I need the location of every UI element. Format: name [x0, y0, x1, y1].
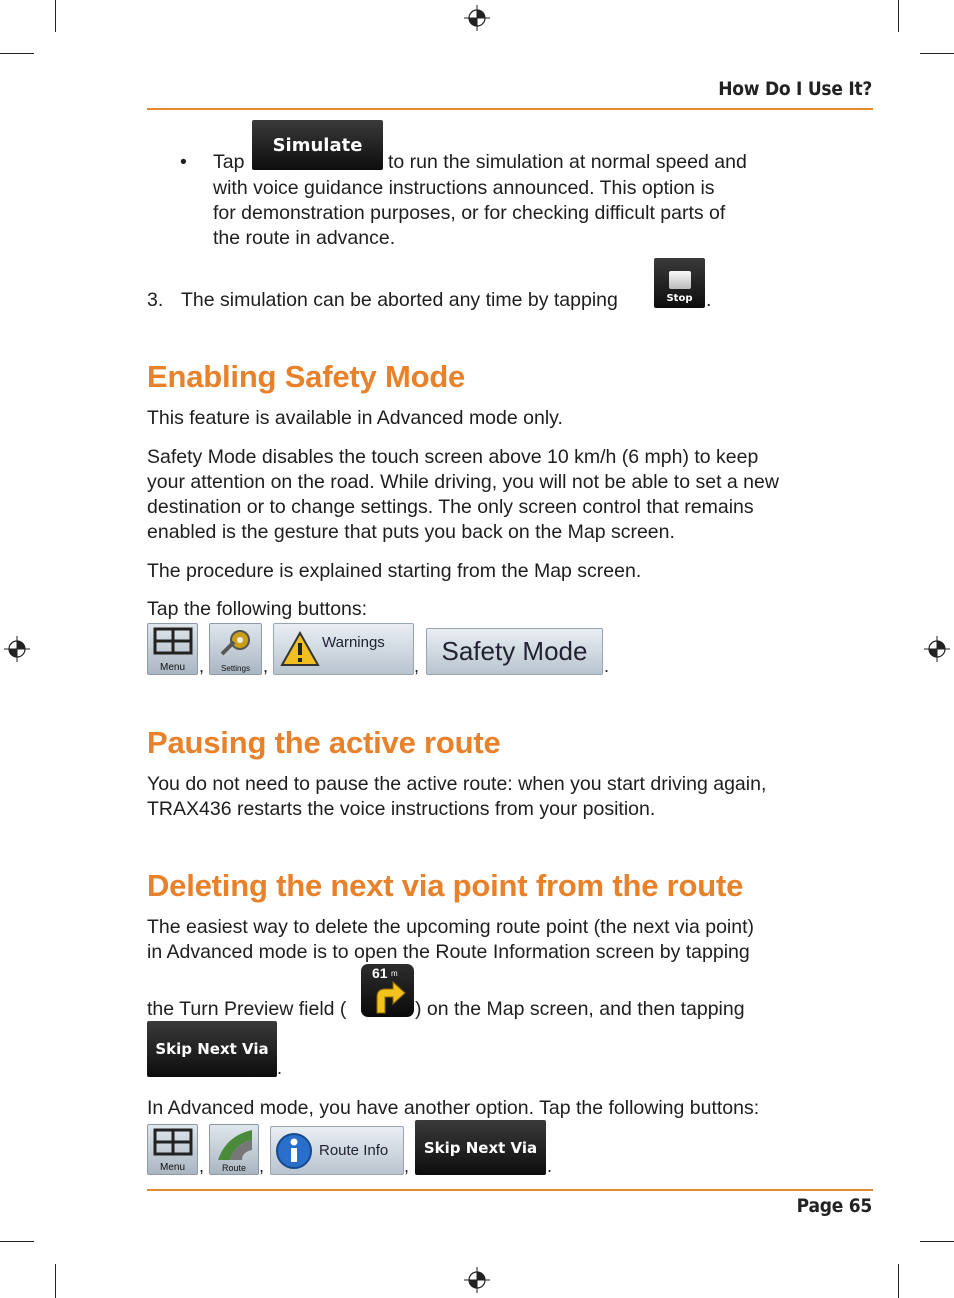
deleting-line-2: in Advanced mode is to open the Route Information screen by tapping	[147, 941, 750, 963]
comma: ,	[199, 1156, 205, 1176]
header-rule	[147, 108, 873, 110]
registration-mark-icon	[924, 636, 950, 662]
route-button-label: Route	[221, 1163, 247, 1173]
turn-distance-unit: m	[391, 969, 398, 978]
page-number: Page 65	[796, 1195, 872, 1217]
safety-p4: Tap the following buttons:	[147, 598, 368, 620]
skip-next-via-button[interactable]	[147, 1021, 277, 1077]
menu-button-label: Menu	[159, 662, 185, 673]
safety-p2-l2: your attention on the road. While driving, you will not be able to set a new	[147, 471, 779, 493]
safety-p2-l4: enabled is the gesture that puts you back on the Map screen.	[147, 521, 675, 543]
period: .	[604, 656, 610, 676]
simulate-line-1: to run the simulation at normal speed and	[388, 151, 747, 173]
turn-distance: 61	[372, 965, 388, 981]
safety-p3: The procedure is explained starting from the Map screen.	[147, 560, 642, 582]
bullet: •	[180, 151, 187, 173]
warnings-button[interactable]	[273, 623, 414, 675]
period: .	[547, 1156, 553, 1176]
turn-preview-field[interactable]	[361, 964, 414, 1017]
route-road-icon	[216, 1128, 254, 1160]
safety-mode-button[interactable]	[426, 628, 603, 675]
heading-safety-mode: Enabling Safety Mode	[147, 359, 466, 394]
page-header-title: How Do I Use It?	[718, 78, 872, 100]
simulate-line-2: with voice guidance instructions announced. This option is	[213, 177, 715, 199]
deleting-line-3b: ) on the Map screen, and then tapping	[415, 998, 745, 1020]
heading-pausing: Pausing the active route	[147, 725, 501, 760]
crop-mark	[920, 1241, 954, 1242]
pausing-line-1: You do not need to pause the active route: when you start driving again,	[147, 773, 767, 795]
stop-button[interactable]	[654, 258, 705, 308]
turn-right-arrow-icon	[369, 979, 407, 1015]
safety-p2-l1: Safety Mode disables the touch screen above 10 km/h (6 mph) to keep	[147, 446, 759, 468]
crop-mark	[55, 0, 56, 32]
deleting-line-4: In Advanced mode, you have another option. Tap the following buttons:	[147, 1097, 760, 1119]
comma: ,	[259, 1156, 265, 1176]
stop-icon	[669, 271, 691, 289]
deleting-line-1: The easiest way to delete the upcoming route point (the next via point)	[147, 916, 755, 938]
period: .	[277, 1058, 283, 1078]
skip-next-via-button-label: Skip Next Via	[155, 1040, 269, 1058]
registration-mark-icon	[464, 1267, 490, 1293]
registration-mark-icon	[464, 5, 490, 31]
settings-icon	[218, 628, 254, 658]
comma: ,	[199, 656, 205, 676]
crop-mark	[898, 0, 899, 32]
menu-grid-icon	[153, 1128, 193, 1158]
menu-button[interactable]	[147, 623, 198, 675]
crop-mark	[0, 1241, 34, 1242]
heading-deleting: Deleting the next via point from the route	[147, 868, 744, 903]
warning-triangle-icon	[280, 631, 320, 667]
menu-button-label: Menu	[159, 1162, 185, 1173]
safety-p2-l3: destination or to change settings. The only screen control that remains	[147, 496, 754, 518]
skip-next-via-button-label: Skip Next Via	[423, 1138, 538, 1157]
step-number: 3.	[147, 289, 164, 311]
registration-mark-icon	[4, 636, 30, 662]
comma: ,	[404, 1156, 410, 1176]
skip-next-via-button[interactable]	[415, 1120, 546, 1175]
footer-rule	[147, 1189, 873, 1191]
pausing-line-2: TRAX436 restarts the voice instructions from your position.	[147, 798, 656, 820]
simulate-line-4: the route in advance.	[213, 227, 396, 249]
route-info-button[interactable]	[270, 1126, 404, 1175]
safety-mode-button-label: Safety Mode	[441, 636, 588, 666]
info-icon	[275, 1132, 313, 1170]
warnings-button-label: Warnings	[322, 633, 385, 651]
simulate-line-3: for demonstration purposes, or for checking difficult parts of	[213, 202, 726, 224]
crop-mark	[920, 53, 954, 54]
tap-text: Tap	[213, 151, 245, 173]
settings-button[interactable]	[209, 623, 262, 675]
step3-end: .	[706, 289, 712, 311]
menu-grid-icon	[153, 627, 193, 657]
safety-p1: This feature is available in Advanced mode only.	[147, 407, 563, 429]
route-info-button-label: Route Info	[319, 1142, 389, 1159]
crop-mark	[898, 1264, 899, 1298]
settings-button-label: Settings	[221, 664, 250, 673]
crop-mark	[0, 53, 34, 54]
deleting-line-3a: the Turn Preview field (	[147, 998, 347, 1020]
comma: ,	[263, 656, 269, 676]
crop-mark	[55, 1264, 56, 1298]
stop-button-label: Stop	[666, 293, 693, 304]
step3-text: The simulation can be aborted any time by tapping	[181, 289, 618, 311]
menu-button[interactable]	[147, 1124, 198, 1175]
comma: ,	[414, 656, 420, 676]
simulate-button[interactable]	[252, 120, 383, 170]
simulate-button-label: Simulate	[272, 134, 363, 156]
route-button[interactable]	[209, 1124, 259, 1175]
